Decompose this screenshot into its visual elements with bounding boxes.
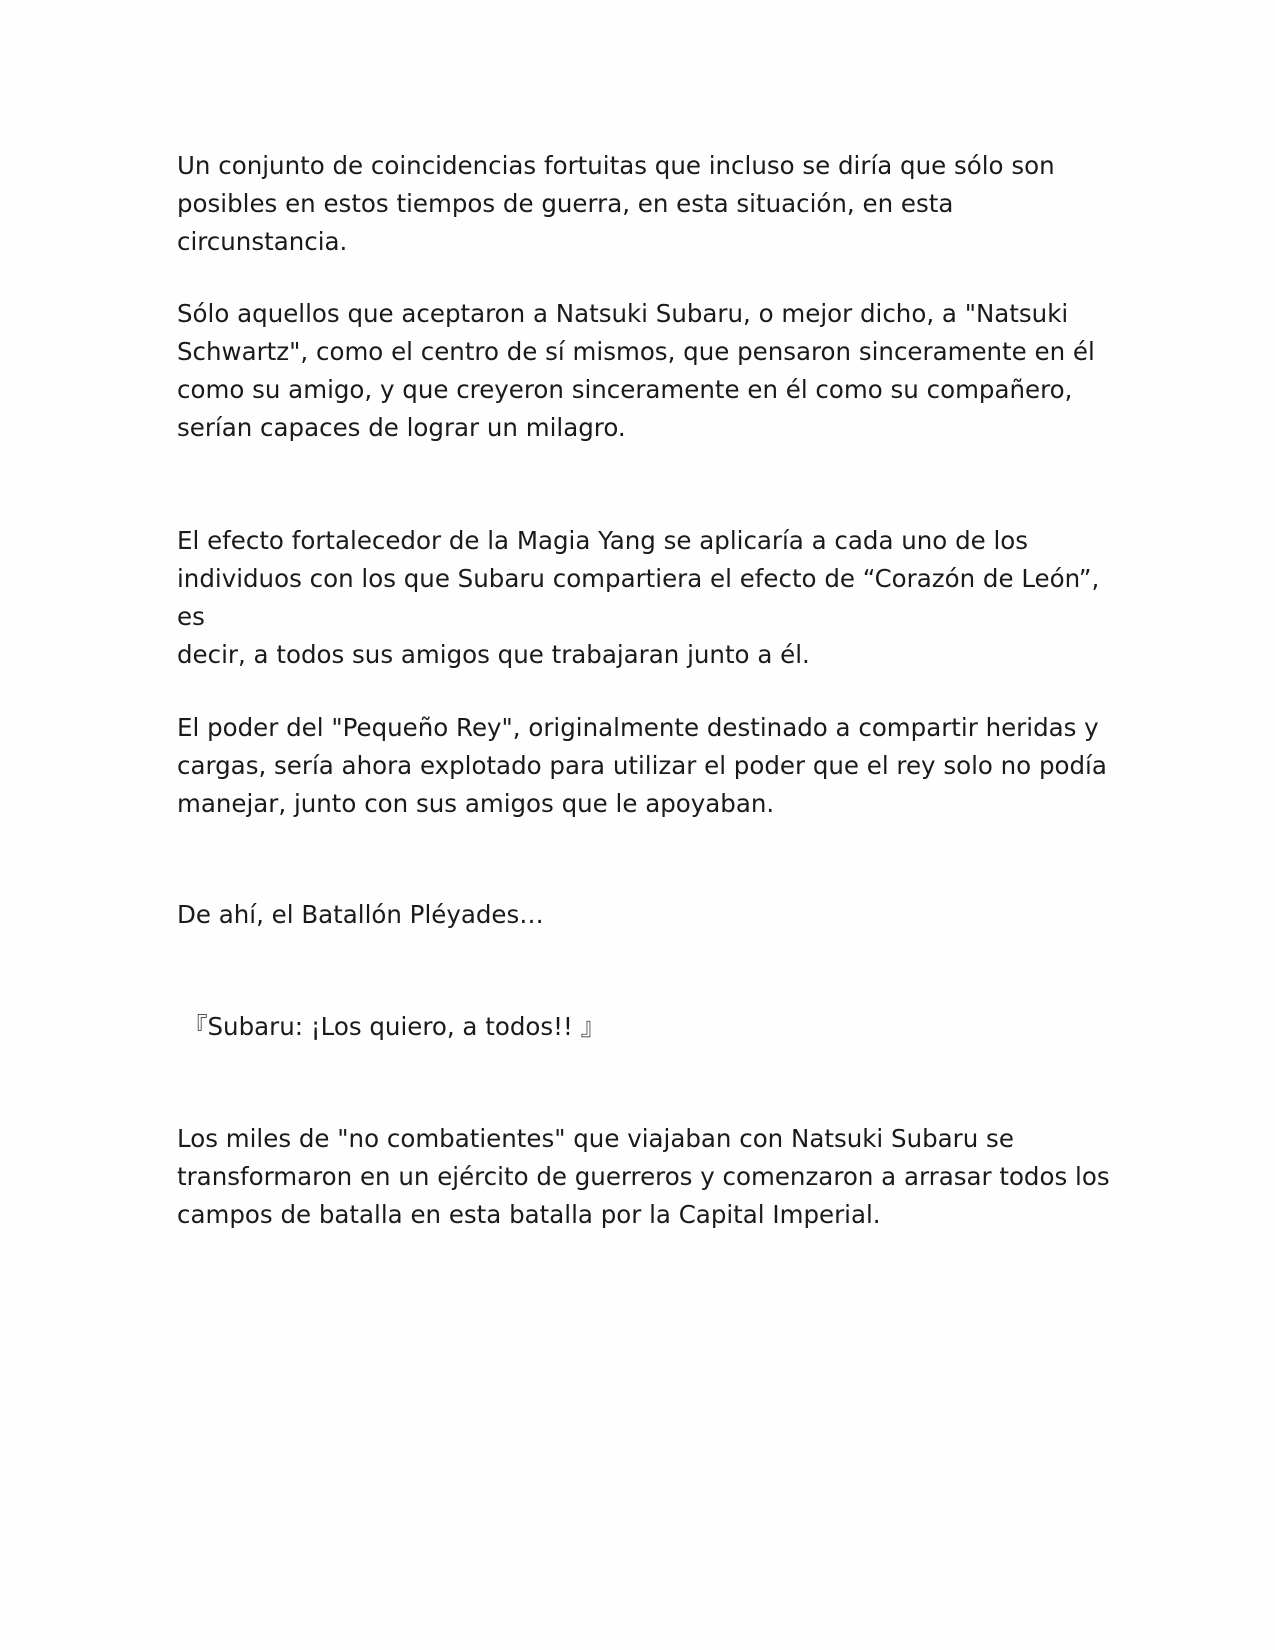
dialogue-line-subaru: 『Subaru: ¡Los quiero, a todos!! 』 bbox=[183, 1012, 606, 1041]
paragraph-miracle: Sólo aquellos que aceptaron a Natsuki Subaru, o mejor dicho, a "Natsuki Schwartz", como el centro de sí mismos, que pensaron sinceramente en él como su amigo, y que creyeron sinceramente en él como su compañero, serían capaces de lograr un milagro. bbox=[177, 299, 1095, 442]
paragraph-coincidences: Un conjunto de coincidencias fortuitas que incluso se diría que sólo son posibles en estos tiempos de guerra, en esta situación, en esta circunstancia. bbox=[177, 151, 1055, 256]
paragraph-little-king: El poder del "Pequeño Rey", originalmente destinado a compartir heridas y cargas, sería ahora explotado para utilizar el poder que el rey solo no podía manejar, junto con sus amigos que le apoyaban. bbox=[177, 713, 1107, 818]
paragraph-pleiades-battalion: De ahí, el Batallón Pléyades… bbox=[177, 900, 544, 929]
paragraph-yang-magic: El efecto fortalecedor de la Magia Yang se aplicaría a cada uno de los individuos con los que Subaru compartiera el efecto de “Corazón de León”, es decir, a todos sus amigos que trabajaran junto a él. bbox=[177, 526, 1100, 669]
paragraph-non-combatants: Los miles de "no combatientes" que viajaban con Natsuki Subaru se transformaron en un ejército de guerreros y comenzaron a arrasar todos los campos de batalla en esta batalla por la Capital Imperial. bbox=[177, 1124, 1110, 1229]
